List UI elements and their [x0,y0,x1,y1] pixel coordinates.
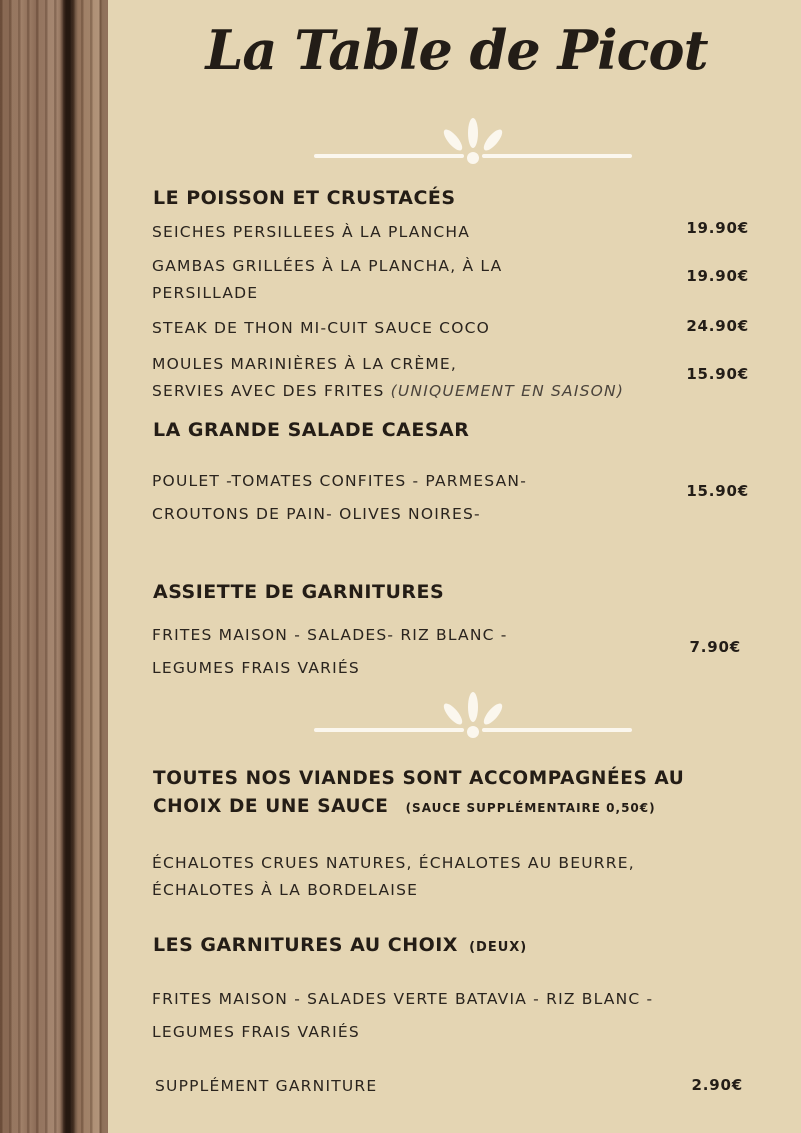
section-title-choix [153,934,527,956]
section-title-text: CHOIX DE UNE SAUCE [153,796,389,817]
section-title-text: LES GARNITURES AU CHOIX [153,934,458,956]
section-title-viandes [153,765,684,822]
section-title-line: TOUTES NOS VIANDES SONT ACCOMPAGNÉES AU [153,768,685,789]
menu-item-name-line: GAMBAS GRILLÉES À LA PLANCHA, À LA [152,257,503,275]
menu-item-price: 19.90€ [686,267,749,285]
menu-item-name: STEAK DE THON MI-CUIT SAUCE COCO [152,319,491,337]
menu-item-name-line [152,378,624,405]
section-title-poisson: LE POISSON ET CRUSTACÉS [153,187,456,209]
menu-item-price: 19.90€ [686,219,749,237]
description-line: POULET -TOMATES CONFITES - PARMESAN- [152,472,528,490]
description-line: ÉCHALOTES À LA BORDELAISE [152,881,419,899]
description-line: FRITES MAISON - SALADES VERTE BATAVIA - RIZ BLANC - [152,990,654,1008]
menu-title: La Table de Picot [205,18,708,82]
caesar-description [152,468,527,528]
supplement-price: 2.90€ [691,1076,743,1094]
garnitures-description [152,622,508,682]
section-title-garnitures: ASSIETTE DE GARNITURES [153,581,445,603]
season-note: (UNIQUEMENT EN SAISON) [390,382,625,400]
supplement-label: SUPPLÉMENT GARNITURE [155,1077,378,1095]
menu-item-name-text: SERVIES AVEC DES FRITES [152,382,385,400]
garnitures-price: 7.90€ [689,638,741,656]
choix-note: (DEUX) [469,940,528,955]
menu-item-price: 15.90€ [686,365,749,383]
menu-item-name-line: PERSILLADE [152,284,259,302]
fleur-ornament-icon [312,688,634,748]
wood-panel-edge [100,0,108,1133]
description-line: FRITES MAISON - SALADES- RIZ BLANC - [152,626,508,644]
sauces-list [152,850,635,904]
choix-description [152,986,653,1046]
caesar-price: 15.90€ [686,482,749,500]
sauce-supplement-note: (SAUCE SUPPLÉMENTAIRE 0,50€) [405,801,656,815]
menu-item-name-line: MOULES MARINIÈRES À LA CRÈME, [152,355,458,373]
fleur-ornament-icon [312,114,634,174]
menu-item-name [152,351,624,405]
description-line: ÉCHALOTES CRUES NATURES, ÉCHALOTES AU BEURRE, [152,854,635,872]
section-title-caesar: LA GRANDE SALADE CAESAR [153,419,470,441]
wood-panel [0,0,108,1133]
menu-item-price: 24.90€ [686,317,749,335]
description-line: LEGUMES FRAIS VARIÉS [152,1023,360,1041]
menu-item-name: SEICHES PERSILLEES À LA PLANCHA [152,223,471,241]
menu-item-name [152,253,502,307]
description-line: CROUTONS DE PAIN- OLIVES NOIRES- [152,505,481,523]
section-title-line [153,793,684,822]
description-line: LEGUMES FRAIS VARIÉS [152,659,360,677]
